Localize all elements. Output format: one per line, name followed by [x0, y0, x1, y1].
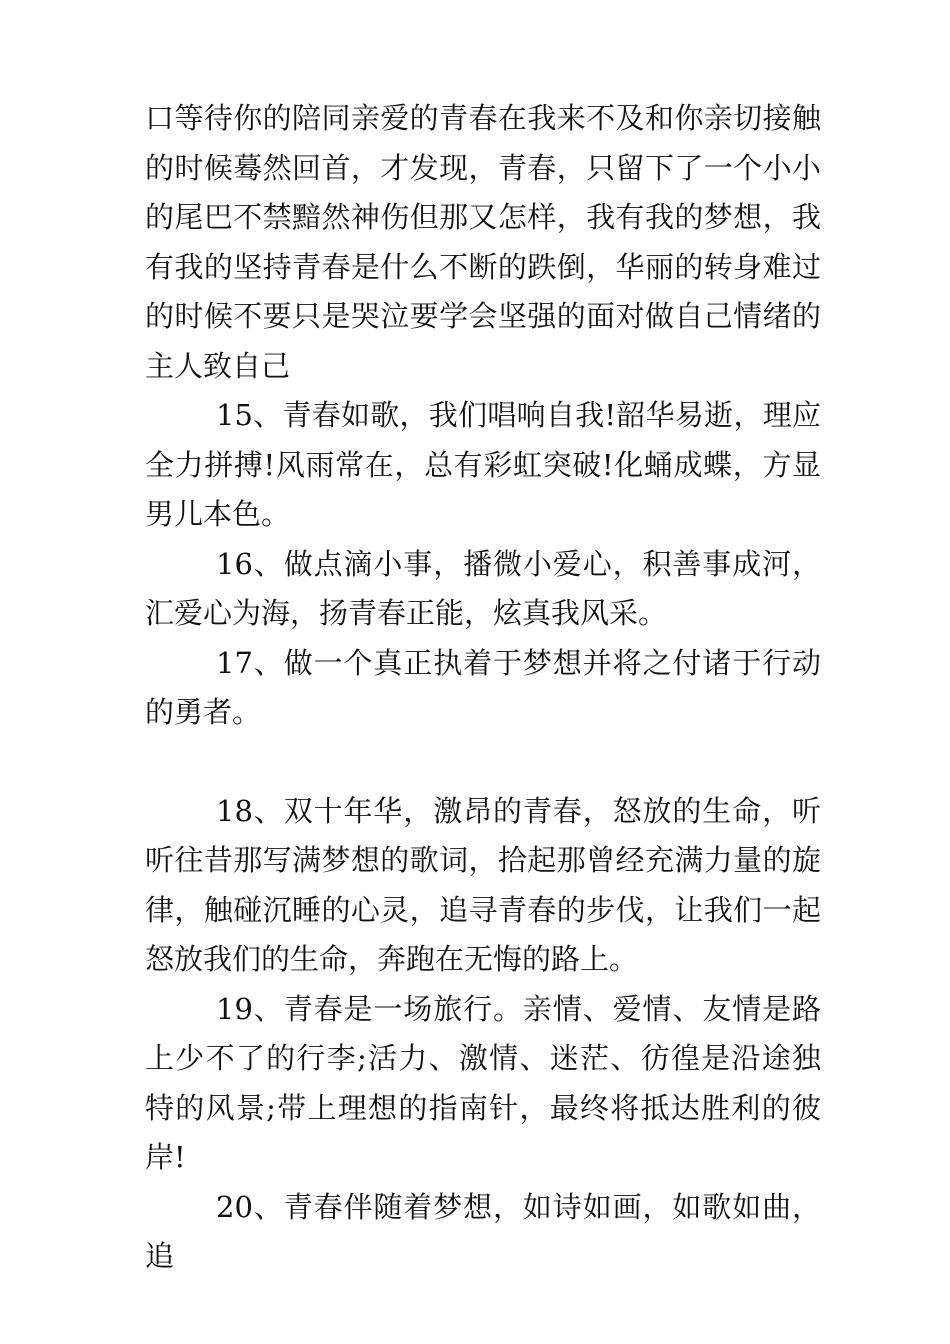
paragraph-20: 20、青春伴随着梦想，如诗如画，如歌如曲，追 — [145, 1189, 821, 1273]
paragraph-14-continued: 口等待你的陪同亲爱的青春在我来不及和你亲切接触的时候蓦然回首，才发现，青春，只留下了一个小小的尾巴不禁黯然神伤但那又怎样，我有我的梦想，我有我的坚持青春是什么不断的跌倒，华丽的转身难过的时候不要只是哭泣要学会坚强的面对做自己情绪的主人致自己 — [145, 101, 821, 383]
document-body — [145, 94, 821, 1282]
paragraph-15: 15、青春如歌，我们唱响自我!韶华易逝，理应全力拼搏!风雨常在，总有彩虹突破!化蛹成蝶，方显男儿本色。 — [145, 398, 821, 531]
paragraph-19: 19、青春是一场旅行。亲情、爱情、友情是路上少不了的行李;活力、激情、迷茫、彷徨是沿途独特的风景;带上理想的指南针，最终将抵达胜利的彼岸! — [145, 991, 821, 1174]
paragraph-16: 16、做点滴小事，播微小爱心，积善事成河，汇爱心为海，扬青春正能，炫真我风采。 — [145, 546, 821, 630]
paragraph-18: 18、双十年华，激昂的青春，怒放的生命，听听往昔那写满梦想的歌词，拾起那曾经充满力量的旋律，触碰沉睡的心灵，追寻青春的步伐，让我们一起怒放我们的生命，奔跑在无悔的路上。 — [145, 793, 821, 976]
paragraph-17: 17、做一个真正执着于梦想并将之付诸于行动的勇者。 — [145, 645, 821, 729]
